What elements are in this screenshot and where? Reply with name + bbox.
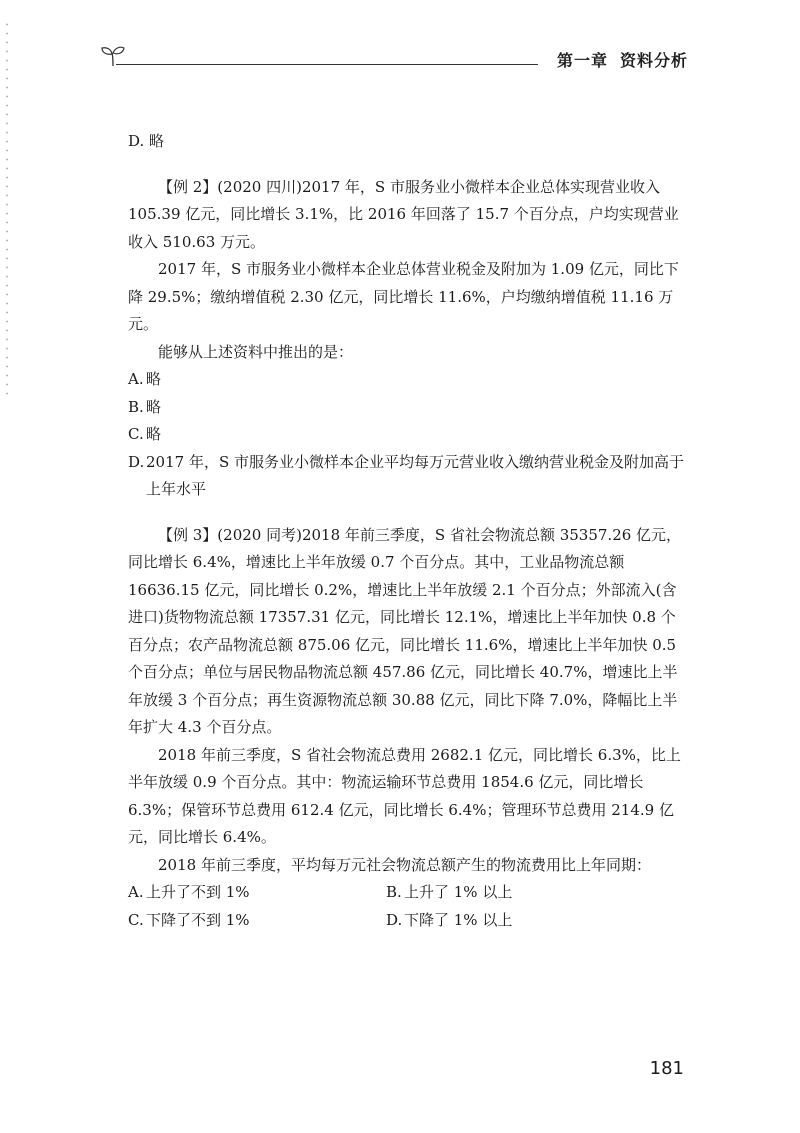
example-3-paragraph: 2018 年前三季度，S 省社会物流总费用 2682.1 亿元，同比增长 6.3%，比上半年放缓 0.9 个百分点。其中：物流运输环节总费用 1854.6 亿元，同比增长 6.3%；保管环节总费用 612.4 亿元，同比增长 6.4%；管理环节总费用 214.9 亿元，同比增长 6.4%。 — [128, 745, 681, 846]
example-3-intro: 【例 3】(2020 同考)2018 年前三季度，S 省社会物流总额 35357.26 亿元，同比增长 6.4%，增速比上半年放缓 0.7 个百分点。其中，工业品物流总额 16636.15 亿元，同比增长 0.2%，增速比上半年放缓 2.1 个百分点；外部流入(含进口)货物物流总额 17357.31 亿元，同比增长 12.1%，增速比上半年加快 0.8 个百分点；农产品物流总额 875.06 亿元，同比增长 11.6%，增速比上半年加快 0.5 个百分点；单位与居民物品物流总额 457.86 亿元，同比增长 40.7%，增速比上半年放缓 3 个百分点；再生资源物流总额 30.88 亿元，同比下降 7.0%，降幅比上半年扩大 4.3 个百分点。 — [128, 525, 682, 736]
example-2-question: 能够从上述资料中推出的是： — [158, 342, 354, 361]
page-header — [100, 42, 688, 72]
binding-edge-dots — [6, 20, 8, 400]
option-b — [128, 394, 686, 422]
option-c — [128, 907, 386, 935]
option-label: A. — [128, 370, 144, 388]
page-body — [128, 128, 686, 934]
option-label: C. — [128, 910, 144, 929]
chapter-title — [557, 48, 688, 71]
page-number: 181 — [649, 1058, 684, 1079]
option-b — [386, 879, 686, 907]
option-text: 上升了不到 1% — [146, 883, 250, 901]
example-3-question: 2018 年前三季度，平均每万元社会物流总额产生的物流费用比上年同期： — [158, 855, 651, 874]
option-label: A. — [128, 883, 144, 901]
option-label: C. — [128, 425, 144, 443]
option-text: 略 — [146, 370, 162, 388]
option-text: 下降了 1% 以上 — [404, 910, 513, 929]
option-c — [128, 421, 686, 449]
option-text: 上升了 1% 以上 — [404, 883, 513, 901]
example-3-options — [128, 879, 686, 934]
chapter-section: 资料分析 — [619, 51, 688, 70]
option-d — [128, 449, 686, 504]
example-2-intro: 【例 2】(2020 四川)2017 年，S 市服务业小微样本企业总体实现营业收入 105.39 亿元，同比增长 3.1%，比 2016 年回落了 15.7 个百分点，户均实现营业收入 510.63 万元。 — [128, 177, 679, 251]
option-text: 略 — [146, 397, 162, 416]
option-text: 2017 年，S 市服务业小微样本企业平均每万元营业收入缴纳营业税金及附加高于上年水平 — [146, 452, 684, 498]
option-label: B. — [386, 883, 402, 901]
option-label: D. — [386, 910, 403, 929]
option-text: 略 — [146, 425, 162, 443]
q1-option-d: D. 略 — [128, 132, 165, 150]
option-a — [128, 879, 386, 907]
chapter-number: 第一章 — [556, 51, 608, 70]
example-2-paragraph: 2017 年，S 市服务业小微样本企业总体营业税金及附加为 1.09 亿元，同比下降 29.5%；缴纳增值税 2.30 亿元，同比增长 11.6%，户均缴纳增值税 11.16 万元。 — [128, 260, 679, 333]
option-a — [128, 366, 686, 394]
option-text: 下降了不到 1% — [146, 910, 250, 929]
header-rule — [116, 64, 538, 65]
option-label: D. — [128, 452, 145, 471]
option-d — [386, 907, 686, 935]
option-label: B. — [128, 397, 144, 416]
